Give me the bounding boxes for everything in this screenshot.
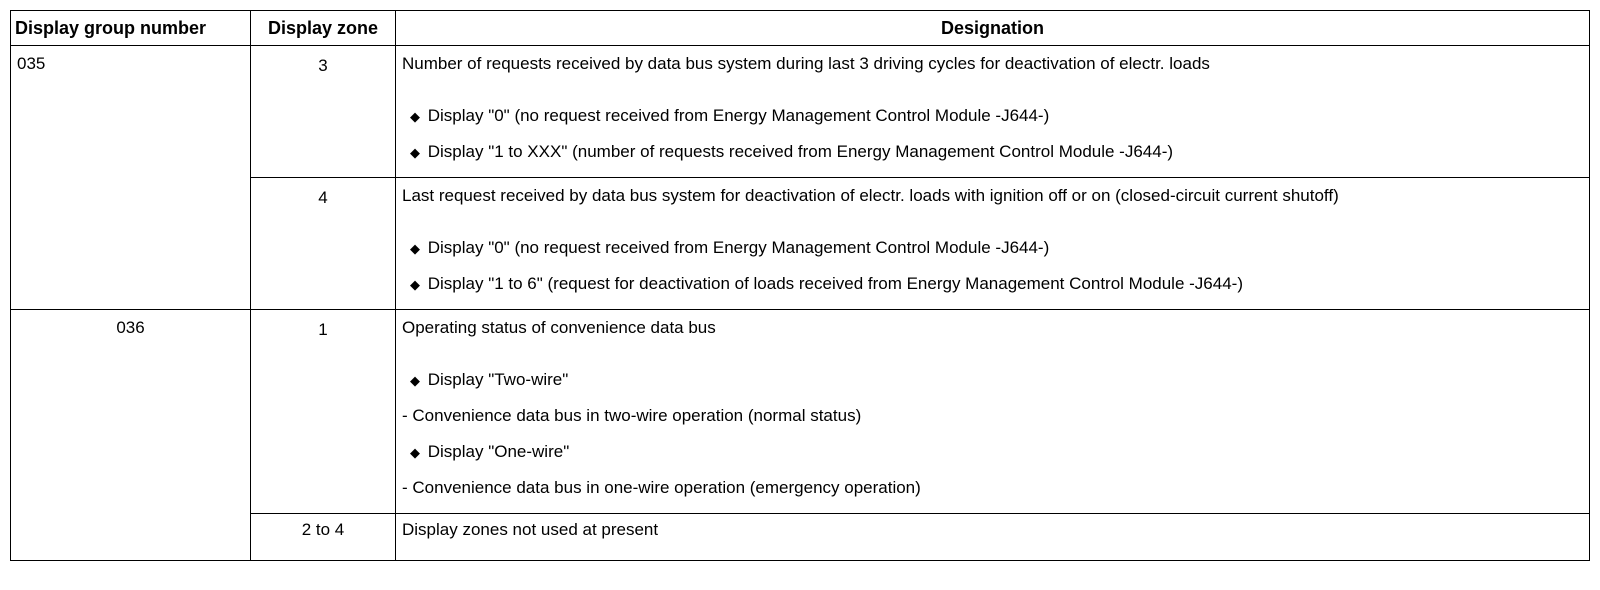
header-designation: Designation [396,11,1590,46]
list-item [402,443,1583,479]
diamond-bullet-icon: ◆ [410,373,420,388]
table-row [11,310,1590,514]
list-item [402,371,1583,407]
designation-cell [396,178,1590,310]
list-item [402,239,1583,275]
list-item [402,275,1583,303]
diamond-bullet-icon: ◆ [410,241,420,256]
diamond-bullet-icon: ◆ [410,145,420,160]
list-item-text: Display "0" (no request received from Energy Management Control Module -J644-) [427,106,1050,125]
designation-title: Display zones not used at present [402,520,659,539]
list-item-text: Display "Two-wire" [427,370,569,389]
designation-cell [396,46,1590,178]
designation-title: Number of requests received by data bus system during last 3 driving cycles for deactivation of electr. loads [402,54,1210,73]
zone-cell: 1 [251,310,396,514]
list-item-note: - Convenience data bus in two-wire operation (normal status) [402,406,862,425]
designation-cell [396,310,1590,514]
display-group-table [10,10,1590,561]
zone-cell: 3 [251,46,396,178]
zone-cell: 4 [251,178,396,310]
table-header-row [11,11,1590,46]
designation-title: Operating status of convenience data bus [402,318,716,337]
list-item [402,143,1583,171]
list-item-text: Display "One-wire" [427,442,570,461]
list-item-text: Display "1 to XXX" (number of requests received from Energy Management Control Module -J644-) [427,142,1174,161]
designation-title: Last request received by data bus system for deactivation of electr. loads with ignition off or on (closed-circuit current shutoff) [402,186,1339,205]
header-display-zone: Display zone [251,11,396,46]
header-display-group-number: Display group number [11,11,251,46]
diamond-bullet-icon: ◆ [410,445,420,460]
designation-cell [396,514,1590,561]
list-item-text: Display "1 to 6" (request for deactivation of loads received from Energy Management Control Module -J644-) [427,274,1243,293]
zone-cell: 2 to 4 [251,514,396,561]
list-item-text: Display "0" (no request received from Energy Management Control Module -J644-) [427,238,1050,257]
diamond-bullet-icon: ◆ [410,109,420,124]
table-row [11,46,1590,178]
group-number-cell: 036 [11,310,251,561]
list-item [402,107,1583,143]
group-number-cell: 035 [11,46,251,310]
diamond-bullet-icon: ◆ [410,277,420,292]
list-item-note: - Convenience data bus in one-wire operation (emergency operation) [402,478,921,497]
